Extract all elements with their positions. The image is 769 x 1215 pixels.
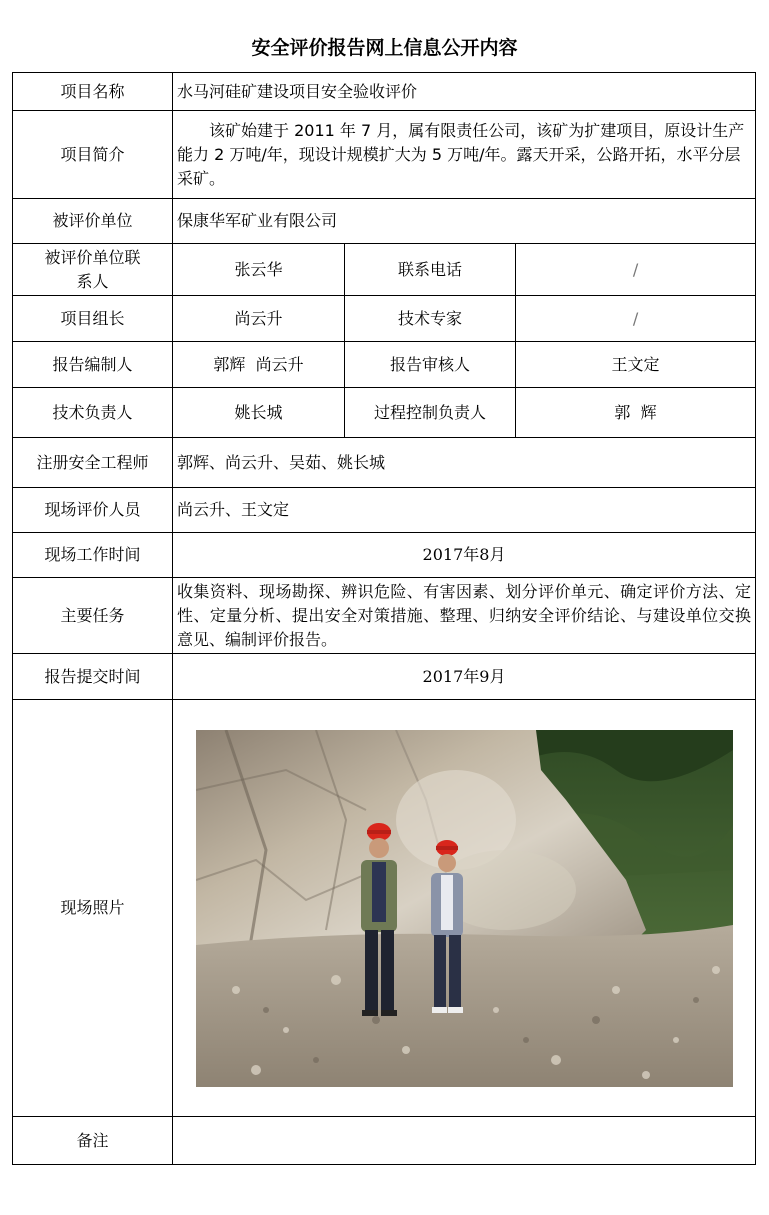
row-team-leader (13, 296, 756, 342)
page-title: 安全评价报告网上信息公开内容 (251, 37, 518, 59)
field-time-value: 2017年8月 (173, 533, 756, 578)
phone-label: 联系电话 (345, 244, 516, 296)
team-leader-label: 项目组长 (13, 296, 173, 342)
photo-label: 现场照片 (13, 700, 173, 1117)
row-tech-lead (13, 388, 756, 438)
evaluated-unit-label: 被评价单位 (13, 199, 173, 244)
row-report-author (13, 342, 756, 388)
phone-value: / (516, 244, 756, 296)
row-remarks (13, 1117, 756, 1165)
row-field-time (13, 533, 756, 578)
project-intro-value: 该矿始建于 2011 年 7 月，属有限责任公司，该矿为扩建项目，原设计生产能力 2 万吨/年，现设计规模扩大为 5 万吨/年。露天开采，公路开拓，水平分层采矿。 (173, 111, 756, 199)
row-field-staff (13, 488, 756, 533)
submit-time-label: 报告提交时间 (13, 654, 173, 700)
report-author-label: 报告编制人 (13, 342, 173, 388)
reviewer-value: 王文定 (516, 342, 756, 388)
main-tasks-value: 收集资料、现场勘探、辨识危险、有害因素、划分评价单元、确定评价方法、定性、定量分析、提出安全对策措施、整理、归纳安全评价结论、与建设单位交换意见、编制评价报告。 (173, 578, 756, 654)
row-safety-engineers (13, 438, 756, 488)
field-time-label: 现场工作时间 (13, 533, 173, 578)
row-project-intro (13, 111, 756, 199)
tech-lead-value: 姚长城 (173, 388, 345, 438)
row-submit-time (13, 654, 756, 700)
row-project-name (13, 73, 756, 111)
report-author-value: 郭辉 尚云升 (173, 342, 345, 388)
remarks-label: 备注 (13, 1117, 173, 1165)
site-photo (196, 730, 733, 1087)
remarks-value (173, 1117, 756, 1165)
row-photo (13, 700, 756, 1117)
field-staff-label: 现场评价人员 (13, 488, 173, 533)
project-name-value: 水马河硅矿建设项目安全验收评价 (173, 73, 756, 111)
project-intro-label: 项目简介 (13, 111, 173, 199)
reviewer-label: 报告审核人 (345, 342, 516, 388)
row-main-tasks (13, 578, 756, 654)
main-tasks-label: 主要任务 (13, 578, 173, 654)
tech-lead-label: 技术负责人 (13, 388, 173, 438)
team-leader-value: 尚云升 (173, 296, 345, 342)
row-evaluated-unit (13, 199, 756, 244)
safety-engineers-label: 注册安全工程师 (13, 438, 173, 488)
process-control-label: 过程控制负责人 (345, 388, 516, 438)
info-table (12, 72, 756, 1165)
contact-value: 张云华 (173, 244, 345, 296)
expert-label: 技术专家 (345, 296, 516, 342)
expert-value: / (516, 296, 756, 342)
safety-engineers-value: 郭辉、尚云升、吴茹、姚长城 (173, 438, 756, 488)
evaluated-unit-value: 保康华军矿业有限公司 (173, 199, 756, 244)
submit-time-value: 2017年9月 (173, 654, 756, 700)
field-staff-value: 尚云升、王文定 (173, 488, 756, 533)
project-name-label: 项目名称 (13, 73, 173, 111)
contact-label: 被评价单位联系人 (13, 244, 173, 296)
process-control-value: 郭 辉 (516, 388, 756, 438)
row-contact (13, 244, 756, 296)
photo-cell (173, 700, 756, 1117)
